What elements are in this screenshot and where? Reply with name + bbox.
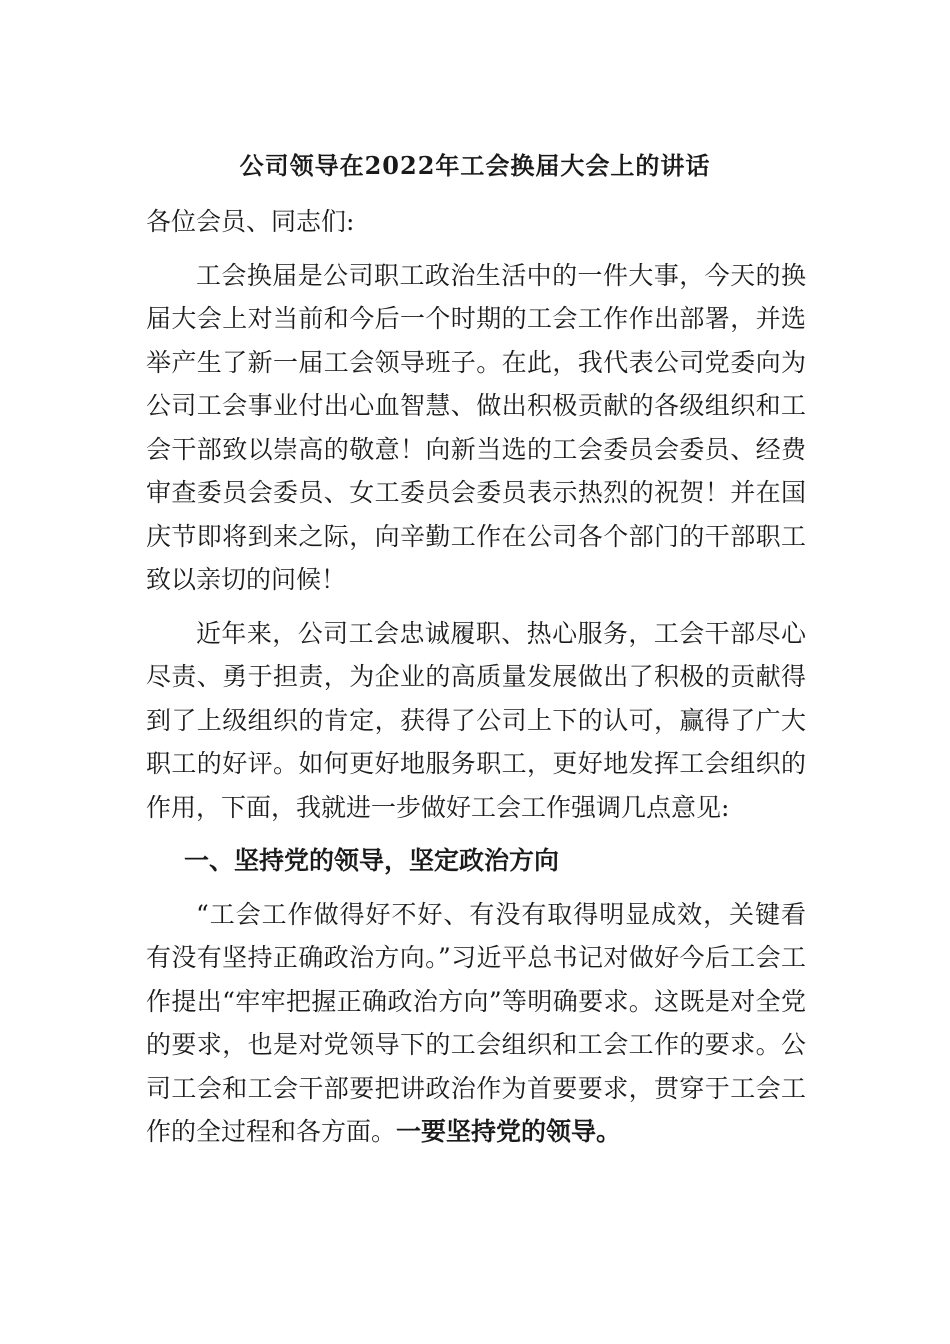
section-heading-1: 一、坚持党的领导，坚定政治方向	[184, 846, 560, 875]
document-body	[146, 200, 806, 1164]
paragraph-political-direction	[146, 893, 806, 1154]
document-title: 公司领导在2022年工会换届大会上的讲话	[239, 151, 711, 180]
paragraph-opening: 工会换届是公司职工政治生活中的一件大事，今天的换届大会上对当前和今后一个时期的工会工作作出部署，并选举产生了新一届工会领导班子。在此，我代表公司党委向为公司工会事业付出心血智慧、做出积极贡献的各级组织和工会干部致以崇高的敬意！向新当选的工会委员会委员、经费审查委员会委员、女工委员会委员表示热烈的祝贺！并在国庆节即将到来之际，向辛勤工作在公司各个部门的干部职工致以亲切的问候！	[146, 260, 806, 594]
paragraph-political-direction-text: “工会工作做得好不好、有没有取得明显成效，关键看有没有坚持正确政治方向。”习近平总书记对做好今后工会工作提出“牢牢把握正确政治方向”等明确要求。这既是对全党的要求，也是对党领导下的工会组织和工会工作的要求。公司工会和工会干部要把讲政治作为首要要求，贯穿于工会工作的全过程和各方面。	[146, 899, 806, 1146]
salutation: 各位会员、同志们:	[146, 207, 355, 236]
emphasis-text: 一要坚持党的领导。	[396, 1117, 622, 1146]
paragraph-achievements: 近年来，公司工会忠诚履职、热心服务，工会干部尽心尽责、勇于担责，为企业的高质量发展做出了积极的贡献得到了上级组织的肯定，获得了公司上下的认可，赢得了广大职工的好评。如何更好地服务职工，更好地发挥工会组织的作用，下面，我就进一步做好工会工作强调几点意见:	[146, 618, 806, 822]
